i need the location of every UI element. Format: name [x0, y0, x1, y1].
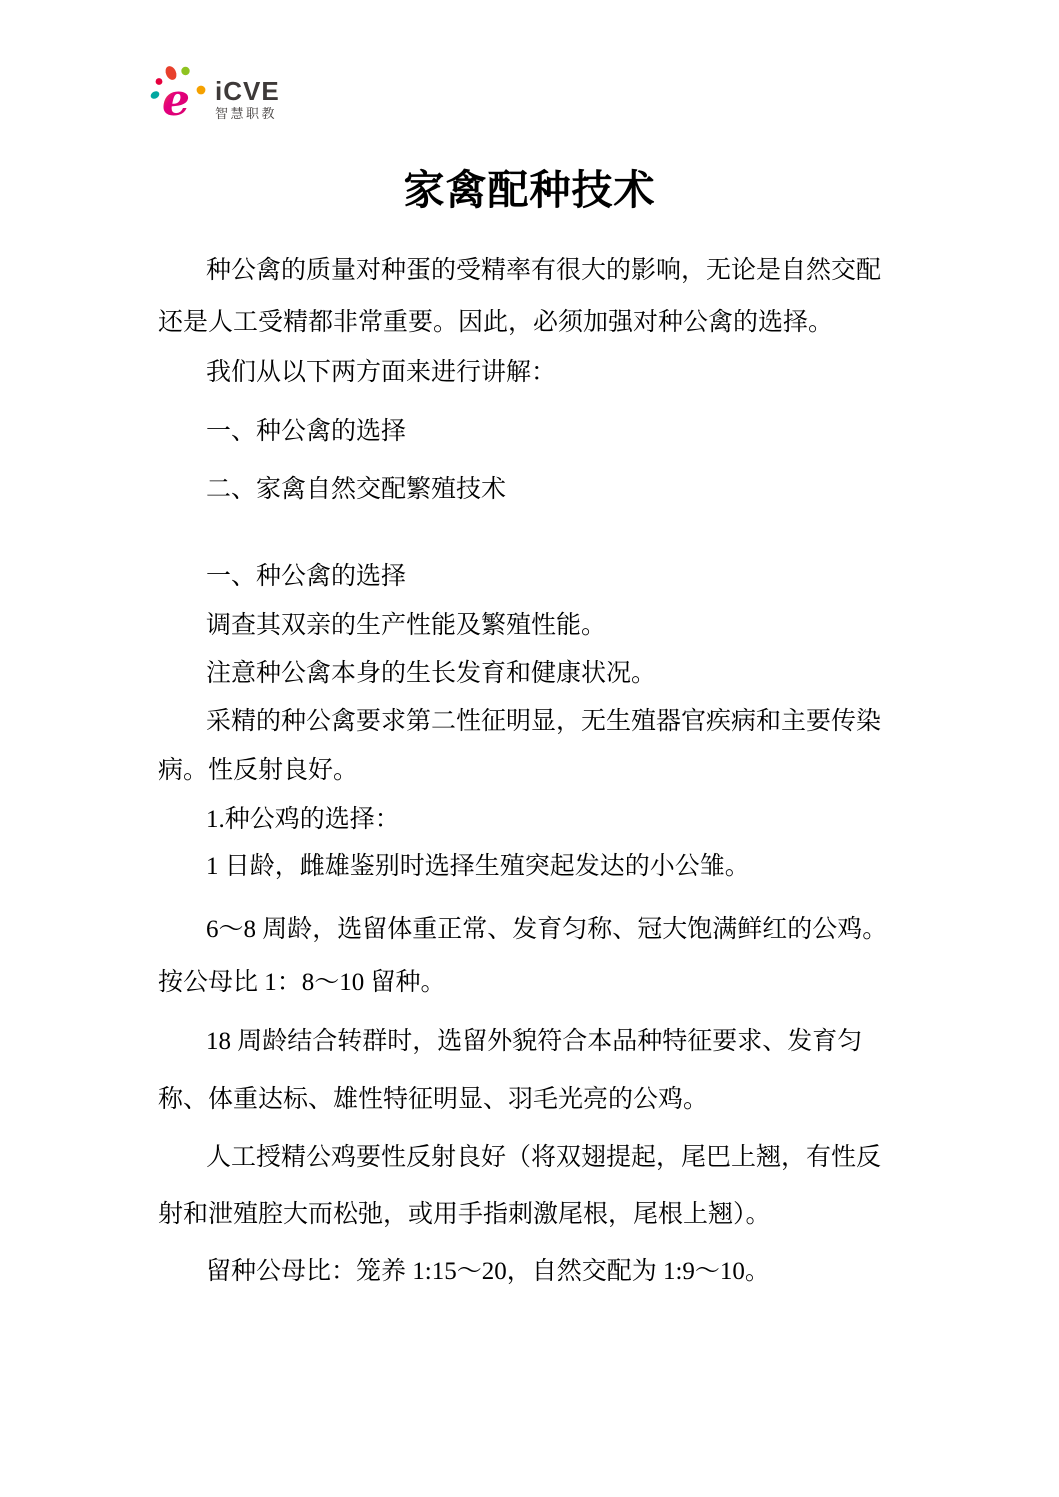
text-line: 种公禽的质量对种蛋的受精率有很大的影响，无论是自然交配 — [206, 257, 882, 284]
text-line: 一、种公禽的选择 — [206, 418, 407, 445]
text-line: 1.种公鸡的选择： — [206, 806, 400, 833]
icve-logo-mark-icon — [145, 60, 209, 120]
text-line: 采精的种公禽要求第二性征明显，无生殖器官疾病和主要传染 — [206, 708, 882, 735]
text-line: 二、家禽自然交配繁殖技术 — [206, 476, 507, 503]
icve-logo — [145, 60, 305, 122]
icve-logo-text — [215, 60, 280, 121]
text-line: 还是人工受精都非常重要。因此，必须加强对种公禽的选择。 — [158, 309, 834, 336]
text-line: 称、体重达标、雄性特征明显、羽毛光亮的公鸡。 — [158, 1086, 709, 1113]
page-title: 家禽配种技术 — [403, 167, 656, 213]
icve-subtitle-text: 智慧职教 — [215, 107, 278, 122]
text-line: 调查其双亲的生产性能及繁殖性能。 — [206, 612, 607, 639]
icve-brand-text: iCVE — [215, 76, 280, 106]
text-line: 6～8 周龄，选留体重正常、发育匀称、冠大饱满鲜红的公鸡。 — [206, 916, 888, 943]
text-line: 18 周龄结合转群时，选留外貌符合本品种特征要求、发育匀 — [206, 1028, 863, 1055]
text-line: 按公母比 1：8～10 留种。 — [158, 969, 446, 996]
text-line: 人工授精公鸡要性反射良好（将双翅提起，尾巴上翘，有性反 — [206, 1144, 882, 1171]
text-line: 射和泄殖腔大而松弛，或用手指刺激尾根，尾根上翘）。 — [158, 1201, 771, 1228]
text-line: 病。性反射良好。 — [158, 757, 359, 784]
text-line: 1 日龄，雌雄鉴别时选择生殖突起发达的小公雏。 — [206, 853, 750, 880]
text-line: 一、种公禽的选择 — [206, 563, 407, 590]
svg-text:e: e — [162, 75, 190, 120]
text-line: 注意种公禽本身的生长发育和健康状况。 — [206, 660, 657, 687]
text-line: 我们从以下两方面来进行讲解： — [206, 359, 557, 386]
text-line: 留种公母比：笼养 1:15～20，自然交配为 1:9～10。 — [206, 1258, 770, 1285]
